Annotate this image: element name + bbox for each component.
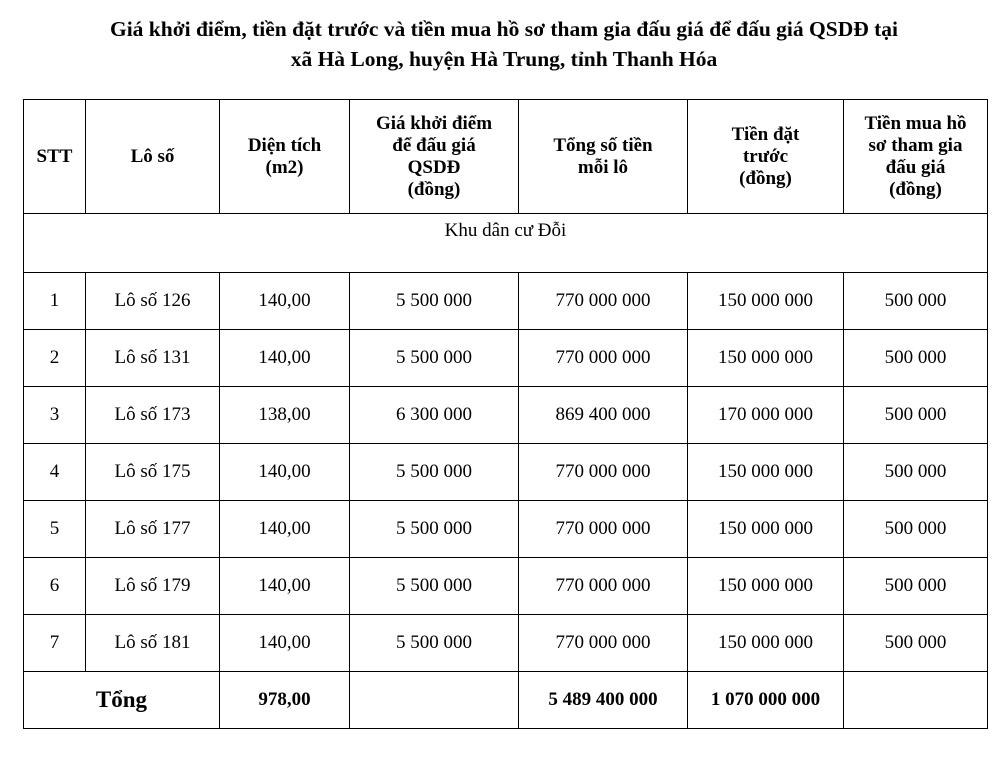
cell-stt: 4 [24,444,86,501]
total-row [24,672,988,729]
header-area: Diện tích (m2) [220,100,350,214]
cell-fee: 500 000 [844,330,988,387]
cell-start-price: 5 500 000 [350,273,519,330]
cell-area: 140,00 [220,501,350,558]
cell-deposit: 150 000 000 [688,615,844,672]
table-row [24,615,988,672]
cell-stt: 3 [24,387,86,444]
cell-fee: 500 000 [844,387,988,444]
total-label: Tổng [24,672,220,729]
header-start-price: Giá khởi điểm để đấu giá QSDĐ (đồng) [350,100,519,214]
cell-stt: 1 [24,273,86,330]
total-area: 978,00 [220,672,350,729]
cell-total: 770 000 000 [519,273,688,330]
header-total-per-lot: Tổng số tiền mỗi lô [519,100,688,214]
cell-lot: Lô số 131 [86,330,220,387]
cell-area: 138,00 [220,387,350,444]
table-row [24,444,988,501]
auction-table [23,99,988,729]
cell-fee: 500 000 [844,558,988,615]
cell-deposit: 150 000 000 [688,273,844,330]
cell-fee: 500 000 [844,615,988,672]
cell-total: 770 000 000 [519,444,688,501]
cell-lot: Lô số 173 [86,387,220,444]
cell-deposit: 170 000 000 [688,387,844,444]
cell-fee: 500 000 [844,273,988,330]
table-row [24,330,988,387]
header-dossier-fee: Tiền mua hồ sơ tham gia đấu giá (đồng) [844,100,988,214]
cell-area: 140,00 [220,615,350,672]
cell-total: 770 000 000 [519,330,688,387]
header-stt: STT [24,100,86,214]
table-row [24,558,988,615]
cell-area: 140,00 [220,444,350,501]
cell-start-price: 5 500 000 [350,330,519,387]
cell-total: 770 000 000 [519,615,688,672]
title-line-1: Giá khởi điểm, tiền đặt trước và tiền mua hồ sơ tham gia đấu giá để đấu giá QSDĐ tại [109,17,899,41]
cell-start-price: 6 300 000 [350,387,519,444]
cell-deposit: 150 000 000 [688,444,844,501]
total-start-price [350,672,519,729]
cell-lot: Lô số 179 [86,558,220,615]
title-line-2: xã Hà Long, huyện Hà Trung, tỉnh Thanh Hóa [290,47,718,71]
cell-area: 140,00 [220,273,350,330]
cell-start-price: 5 500 000 [350,615,519,672]
cell-start-price: 5 500 000 [350,558,519,615]
cell-fee: 500 000 [844,501,988,558]
document-title [0,14,1008,74]
cell-lot: Lô số 126 [86,273,220,330]
cell-total: 770 000 000 [519,501,688,558]
total-amount: 5 489 400 000 [519,672,688,729]
table-row [24,273,988,330]
cell-stt: 5 [24,501,86,558]
total-fee [844,672,988,729]
cell-deposit: 150 000 000 [688,501,844,558]
cell-fee: 500 000 [844,444,988,501]
section-row [24,214,988,273]
table-row [24,387,988,444]
cell-start-price: 5 500 000 [350,444,519,501]
cell-stt: 6 [24,558,86,615]
table-row [24,501,988,558]
cell-area: 140,00 [220,558,350,615]
cell-total: 770 000 000 [519,558,688,615]
section-label: Khu dân cư Đỗi [24,214,988,273]
header-row [24,100,988,214]
total-deposit: 1 070 000 000 [688,672,844,729]
header-lot: Lô số [86,100,220,214]
header-deposit: Tiền đặt trước (đồng) [688,100,844,214]
cell-stt: 2 [24,330,86,387]
cell-start-price: 5 500 000 [350,501,519,558]
cell-deposit: 150 000 000 [688,558,844,615]
cell-stt: 7 [24,615,86,672]
cell-area: 140,00 [220,330,350,387]
cell-total: 869 400 000 [519,387,688,444]
cell-deposit: 150 000 000 [688,330,844,387]
cell-lot: Lô số 177 [86,501,220,558]
cell-lot: Lô số 181 [86,615,220,672]
cell-lot: Lô số 175 [86,444,220,501]
data-rows [24,273,988,672]
